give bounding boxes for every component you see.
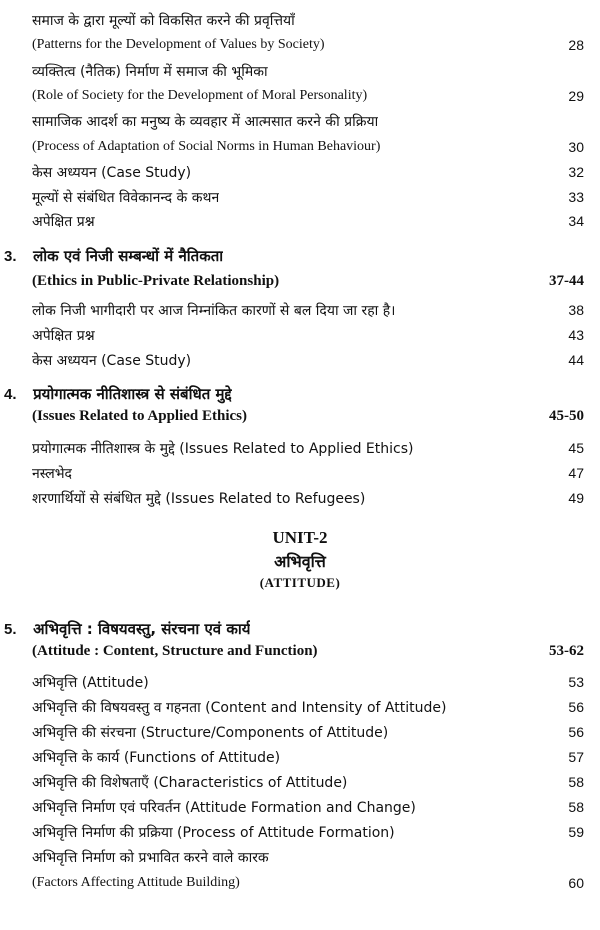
chapter-title-english: (Ethics in Public-Private Relationship) bbox=[32, 272, 280, 289]
toc-entry bbox=[32, 695, 584, 719]
toc-entry-page: 49 bbox=[568, 490, 584, 506]
toc-entry-text: अभिवृत्ति के कार्य (Functions of Attitude) bbox=[32, 749, 281, 766]
toc-entry-text: (Factors Affecting Attitude Building) bbox=[32, 875, 240, 890]
chapter-page-range: 37-44 bbox=[549, 272, 584, 289]
chapter-title-english: (Issues Related to Applied Ethics) bbox=[32, 407, 248, 424]
toc-entry bbox=[32, 461, 584, 485]
toc-entry bbox=[32, 670, 584, 694]
toc-entry-text: अभिवृत्ति निर्माण की प्रक्रिया (Process of Attitude Formation) bbox=[32, 824, 395, 841]
toc-entry-text: अभिवृत्ति की विषयवस्तु व गहनता (Content and Intensity of Attitude) bbox=[32, 699, 447, 716]
unit-title-english: (ATTITUDE) bbox=[259, 575, 341, 590]
toc-entry-text: केस अध्ययन (Case Study) bbox=[32, 164, 192, 181]
chapter-title-english: (Attitude : Content, Structure and Function) bbox=[32, 642, 318, 659]
toc-entry-page: 43 bbox=[568, 327, 584, 343]
toc-entry-text: (Process of Adaptation of Social Norms in Human Behaviour) bbox=[32, 139, 381, 154]
toc-entry-text: (Role of Society for the Development of Moral Personality) bbox=[32, 88, 368, 103]
toc-entry bbox=[32, 209, 584, 233]
toc-entry-page: 59 bbox=[568, 824, 584, 840]
toc-entry-page: 53 bbox=[568, 674, 584, 690]
toc-entry bbox=[32, 348, 584, 372]
toc-entry bbox=[32, 185, 584, 209]
toc-entry bbox=[32, 323, 584, 347]
chapter-4-heading bbox=[4, 382, 584, 406]
toc-entry-text: अभिवृत्ति की संरचना (Structure/Components of Attitude) bbox=[32, 724, 389, 741]
toc-entry-text: सामाजिक आदर्श का मनुष्य के व्यवहार में आत्मसात करने की प्रक्रिया bbox=[32, 113, 379, 130]
chapter-3-subheading bbox=[32, 269, 584, 293]
toc-entry bbox=[32, 436, 584, 460]
toc-entry bbox=[32, 84, 584, 108]
toc-entry-page: 58 bbox=[568, 774, 584, 790]
toc-entry bbox=[32, 845, 584, 869]
toc-entry-page: 28 bbox=[568, 37, 584, 53]
toc-entry-text: शरणार्थियों से संबंधित मुद्दे (Issues Related to Refugees) bbox=[32, 490, 366, 507]
toc-entry bbox=[32, 160, 584, 184]
toc-entry-page: 58 bbox=[568, 799, 584, 815]
toc-entry-text: केस अध्ययन (Case Study) bbox=[32, 352, 192, 369]
toc-entry-page: 33 bbox=[568, 189, 584, 205]
toc-entry bbox=[32, 871, 584, 895]
toc-entry bbox=[32, 720, 584, 744]
chapter-5-subheading bbox=[32, 639, 584, 663]
toc-entry-text: प्रयोगात्मक नीतिशास्त्र के मुद्दे (Issues Related to Applied Ethics) bbox=[32, 440, 414, 457]
toc-entry-text: अपेक्षित प्रश्न bbox=[32, 327, 95, 344]
toc-entry-page: 45 bbox=[568, 440, 584, 456]
chapter-title-hindi: प्रयोगात्मक नीतिशास्त्र से संबंधित मुद्दे bbox=[33, 385, 232, 403]
toc-entry bbox=[32, 109, 584, 133]
toc-entry-text: अभिवृत्ति निर्माण को प्रभावित करने वाले कारक bbox=[32, 849, 269, 866]
unit-title-hindi: अभिवृत्ति bbox=[274, 552, 326, 571]
toc-entry-text: नस्लभेद bbox=[32, 465, 72, 482]
toc-entry bbox=[32, 8, 584, 32]
toc-entry-text: (Patterns for the Development of Values by Society) bbox=[32, 37, 325, 52]
toc-entry bbox=[32, 59, 584, 83]
toc-entry-text: समाज के द्वारा मूल्यों को विकसित करने की प्रवृत्तियाँ bbox=[32, 12, 295, 29]
toc-entry-page: 32 bbox=[568, 164, 584, 180]
toc-entry bbox=[32, 770, 584, 794]
toc-entry-text: व्यक्तित्व (नैतिक) निर्माण में समाज की भूमिका bbox=[32, 63, 268, 80]
toc-entry-text: अपेक्षित प्रश्न bbox=[32, 213, 95, 230]
chapter-4-subheading bbox=[32, 404, 584, 428]
chapter-5-heading bbox=[4, 617, 584, 641]
chapter-page-range: 53-62 bbox=[549, 642, 584, 659]
toc-entry bbox=[32, 486, 584, 510]
unit-label: UNIT-2 bbox=[272, 528, 328, 547]
toc-entry-text: मूल्यों से संबंधित विवेकानन्द के कथन bbox=[32, 189, 220, 206]
toc-entry-page: 34 bbox=[568, 213, 584, 229]
toc-entry-page: 60 bbox=[568, 875, 584, 891]
chapter-number: 5. bbox=[4, 621, 17, 638]
toc-entry-page: 57 bbox=[568, 749, 584, 765]
toc-entry-text: अभिवृत्ति (Attitude) bbox=[32, 674, 149, 691]
chapter-page-range: 45-50 bbox=[549, 407, 584, 424]
chapter-number: 4. bbox=[4, 386, 17, 403]
toc-entry-page: 30 bbox=[568, 139, 584, 155]
chapter-title-hindi: लोक एवं निजी सम्बन्धों में नैतिकता bbox=[33, 247, 224, 265]
toc-entry bbox=[32, 135, 584, 159]
toc-entry-page: 38 bbox=[568, 302, 584, 318]
toc-entry bbox=[32, 745, 584, 769]
toc-entry bbox=[32, 298, 584, 322]
toc-entry bbox=[32, 33, 584, 57]
toc-entry-page: 56 bbox=[568, 699, 584, 715]
toc-entry-text: लोक निजी भागीदारी पर आज निम्नांकित कारणों से बल दिया जा रहा है। bbox=[32, 302, 396, 319]
chapter-number: 3. bbox=[4, 248, 17, 265]
toc-entry-text: अभिवृत्ति निर्माण एवं परिवर्तन (Attitude Formation and Change) bbox=[32, 799, 416, 816]
toc-entry-page: 47 bbox=[568, 465, 584, 481]
toc-entry-text: अभिवृत्ति की विशेषताएँ (Characteristics of Attitude) bbox=[32, 774, 348, 791]
toc-entry-page: 29 bbox=[568, 88, 584, 104]
chapter-title-hindi: अभिवृत्ति : विषयवस्तु, संरचना एवं कार्य bbox=[33, 620, 251, 638]
toc-entry-page: 44 bbox=[568, 352, 584, 368]
toc-entry-page: 56 bbox=[568, 724, 584, 740]
toc-entry bbox=[32, 795, 584, 819]
toc-entry bbox=[32, 820, 584, 844]
chapter-3-heading bbox=[4, 244, 584, 268]
